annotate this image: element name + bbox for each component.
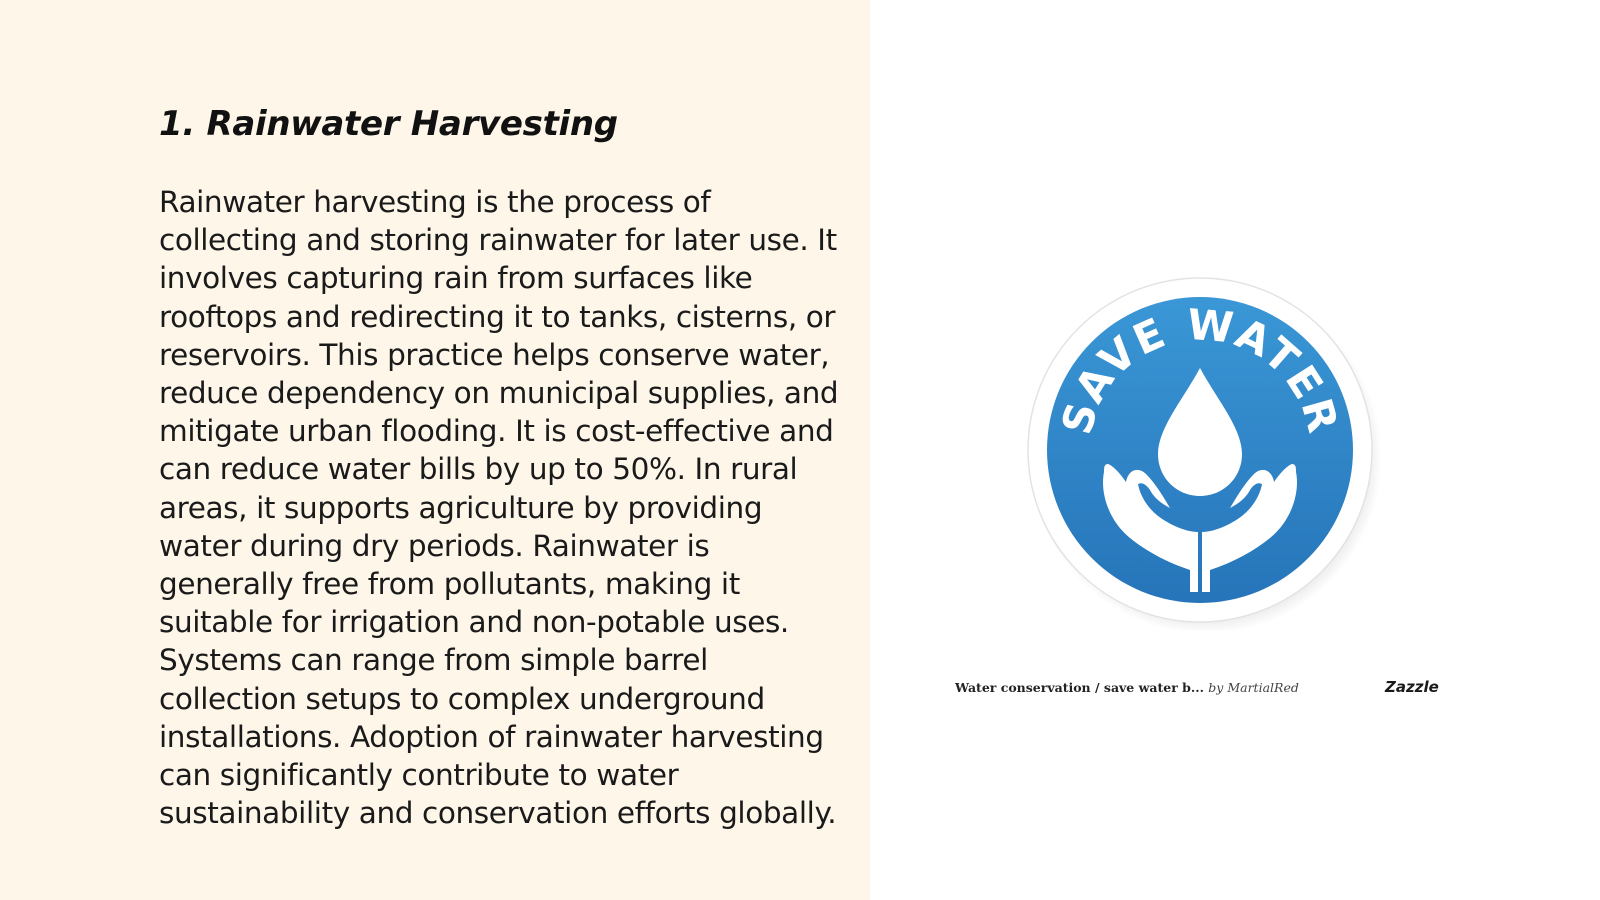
brand-logo: Zazzle [1385,678,1439,696]
caption-title: Water conservation / save water b... [955,680,1204,695]
slide-heading: 1. Rainwater Harvesting [159,104,618,144]
image-caption [955,680,1455,702]
save-water-sticker-icon [1020,270,1380,630]
caption-text [955,680,1299,695]
slide-body-text: Rainwater harvesting is the process of collecting and storing rainwater for later use. It involves capturing rain from surfaces like rooftops and redirecting it to tanks, cisterns, or reservoirs. This practice helps conserve water, reduce dependency on municipal supplies, and mitigate urban flooding. It is cost-effective and can reduce water bills by up to 50%. In rural areas, it supports agriculture by providing water during dry periods. Rainwater is generally free from pollutants, making it suitable for irrigation and non-potable uses. Systems can range from simple barrel collection setups to complex underground installations. Adoption of rainwater harvesting can significantly contribute to water sustainability and conservation efforts globally. [159,185,839,831]
caption-author: by MartialRed [1208,680,1299,695]
badge-text: SAVE WATER [1051,299,1349,440]
save-water-badge [1020,270,1380,630]
image-panel [870,0,1600,900]
